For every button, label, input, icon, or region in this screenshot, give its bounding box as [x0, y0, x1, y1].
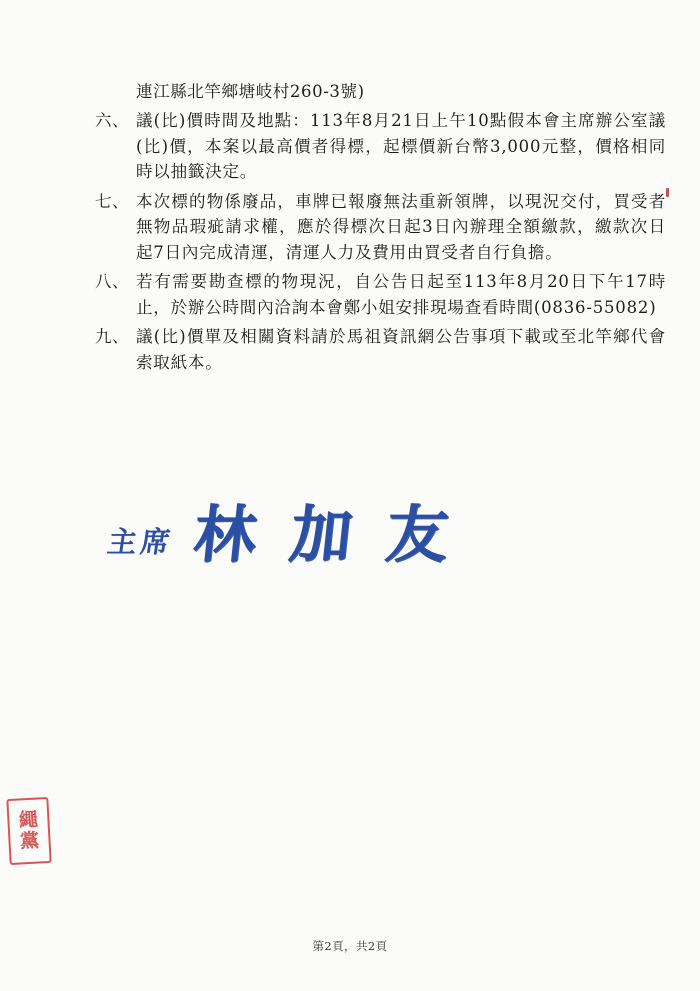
red-ink-mark — [666, 188, 669, 197]
page-footer: 第2頁，共2頁 — [312, 939, 388, 953]
item-text: 議(比)價時間及地點：113年8月21日上午10點假本會主席辦公室議(比)價，本案以最高價者得標，起標價新台幣3,000元整，價格相同時以抽籤決定。 — [136, 111, 666, 181]
item-number: 七、 — [95, 191, 129, 211]
list-item — [95, 324, 675, 375]
item-text: 若有需要勘查標的物現況，自公告日起至113年8月20日下午17時止，於辦公時間內洽詢本會鄭小姐安排現場查看時間(0836-55082) — [136, 272, 666, 317]
signature-title: 主席 — [105, 525, 177, 559]
item-number: 九、 — [95, 327, 129, 346]
signature-name: 林加友 — [190, 498, 486, 571]
list-item — [95, 269, 675, 320]
list-item — [95, 108, 675, 185]
red-seal-stamp — [6, 797, 51, 865]
list-item — [95, 189, 675, 266]
seal-char: 黨 — [19, 829, 40, 853]
chairman-signature-stamp — [105, 485, 486, 575]
item-number: 六、 — [95, 111, 129, 130]
item-number: 八、 — [95, 272, 129, 291]
seal-char: 繩 — [18, 808, 39, 832]
address-continuation: 連江縣北竿鄉塘岐村260-3號) — [136, 82, 365, 101]
item-text: 議(比)價單及相關資料請於馬祖資訊網公告事項下載或至北竿鄉代會索取紙本。 — [136, 327, 666, 372]
item-text: 本次標的物係廢品，車牌已報廢無法重新領牌，以現況交付，買受者無物品瑕疵請求權，應於得標次日起3日內辦理全額繳款，繳款次日起7日內完成清運，清運人力及費用由買受者自行負擔。 — [136, 191, 666, 262]
document-body — [95, 79, 675, 379]
